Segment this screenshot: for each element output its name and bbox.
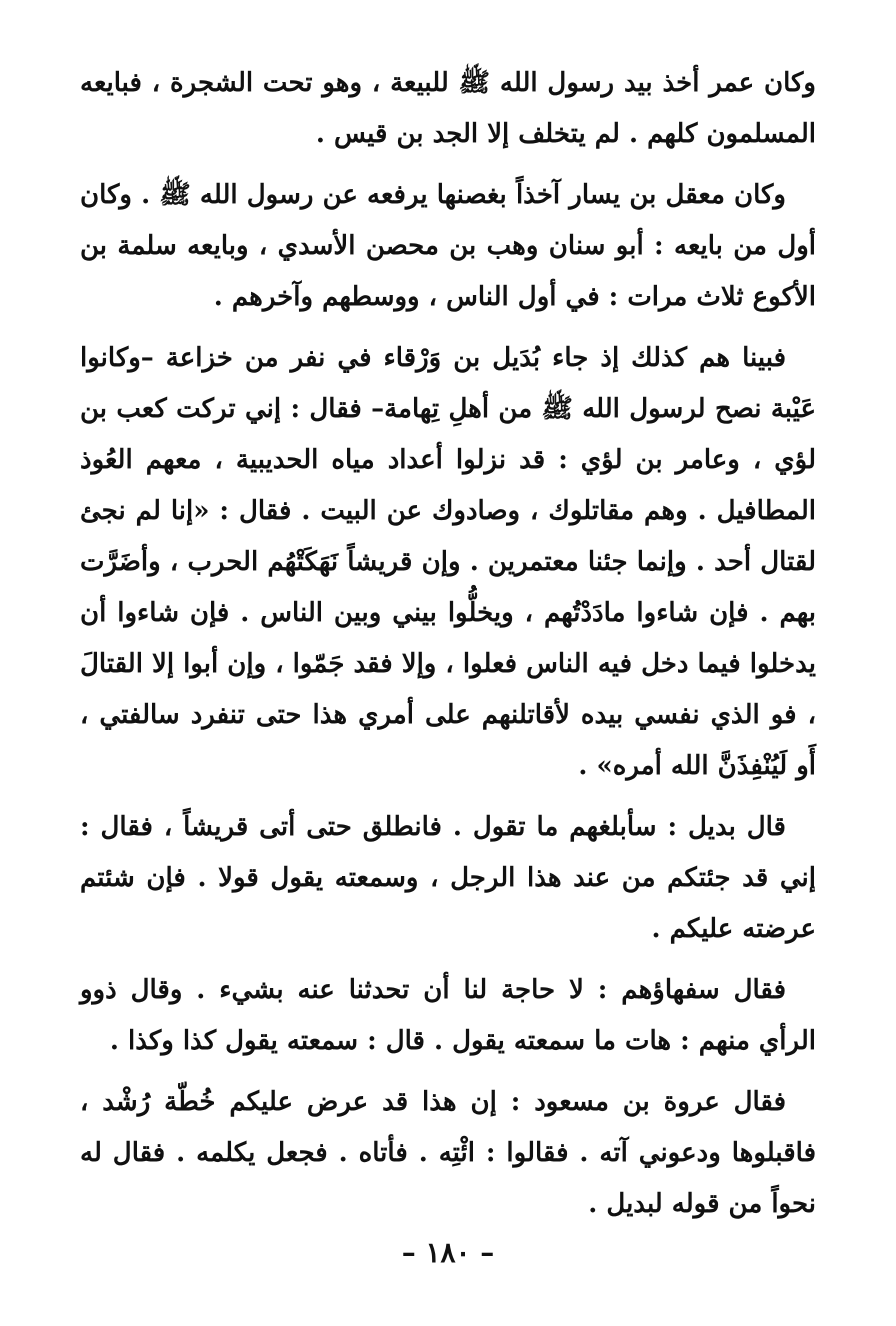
paragraph-4: قال بديل : سأبلغهم ما تقول . فانطلق حتى أتى قريشاً ، فقال : إني قد جئتكم من عند هذا الرجل ، وسمعته يقول قولا . فإن شئتم عرضته عليكم . bbox=[80, 812, 816, 944]
paragraph-3: فبينا هم كذلك إذ جاء بُدَيل بن وَرْقاء في نفر من خزاعة –وكانوا عَيْبة نصح لرسول الله ﷺ من أهلِ تِهامة– فقال : إني تركت كعب بن لؤي ، وعامر بن لؤي : قد نزلوا أعداد مياه الحديبية ، معهم العُوذ المطافيل . وهم مقاتلوك ، وصادوك عن البيت . فقال : «إنا لم نجئ لقتال أحد . وإنما جئنا معتمرين . وإن قريشاً نَهَكَتْهُم الحرب ، وأضَرَّت بهم . فإن شاءوا مادَدْتُهم ، ويخلُّوا بيني وبين الناس . فإن شاءوا أن يدخلوا فيما دخل فيه الناس فعلوا ، وإلا فقد جَمّوا ، وإن أبوا إلا القتالَ ، فو الذي نفسي بيده لأقاتلنهم على أمري هذا حتى تنفرد سالفتي ، أَو لَيُنْفِذَنَّ الله أمره» . bbox=[80, 343, 816, 781]
paragraph-5: فقال سفهاؤهم : لا حاجة لنا أن تحدثنا عنه بشيء . وقال ذوو الرأي منهم : هات ما سمعته يقول . قال : سمعته يقول كذا وكذا . bbox=[80, 975, 816, 1056]
paragraph-2: وكان معقل بن يسار آخذاً بغصنها يرفعه عن رسول الله ﷺ . وكان أول من بايعه : أبو سنان وهب بن محصن الأسدي ، وبايعه سلمة بن الأكوع ثلاث مرات : في أول الناس ، ووسطهم وآخرهم . bbox=[80, 180, 816, 312]
page-number: – ١٨٠ – bbox=[401, 1236, 495, 1269]
paragraph-1: وكان عمر أخذ بيد رسول الله ﷺ للبيعة ، وهو تحت الشجرة ، فبايعه المسلمون كلهم . لم يتخلف إلا الجد بن قيس . bbox=[80, 68, 816, 149]
paragraph-6: فقال عروة بن مسعود : إن هذا قد عرض عليكم خُطّة رُشْد ، فاقبلوها ودعوني آته . فقالوا : ائْتِه . فأتاه . فجعل يكلمه . فقال له نحواً من قوله لبديل . bbox=[80, 1087, 816, 1219]
